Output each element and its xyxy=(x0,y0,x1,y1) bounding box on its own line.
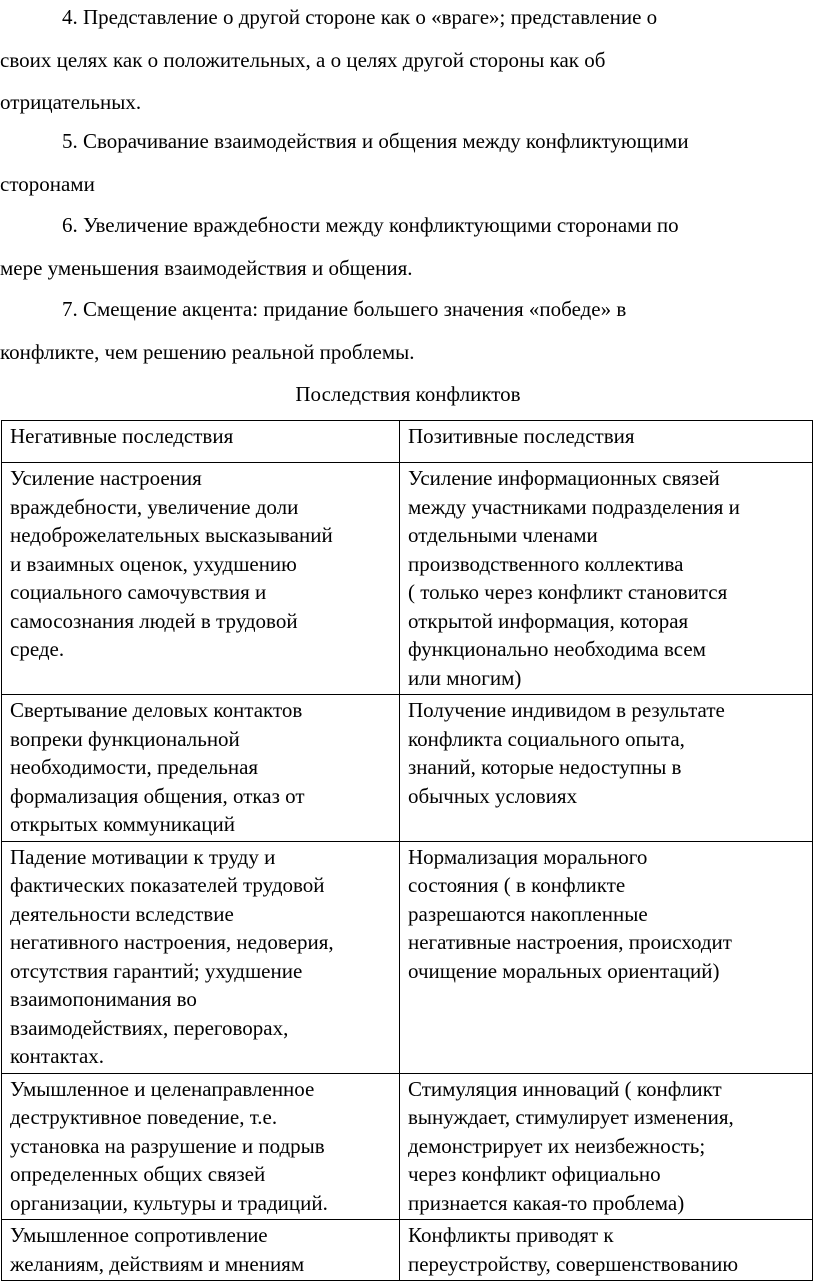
cell-line: Падение мотивации к труду и xyxy=(10,844,276,869)
cell-line: взаимопонимания во xyxy=(10,987,197,1011)
cell-line: признается какая-то проблема) xyxy=(408,1190,685,1215)
table-row xyxy=(2,841,813,1073)
cell-line: деятельности вследствие xyxy=(10,901,234,926)
paragraph-line: отрицательных. xyxy=(0,90,142,114)
table-row xyxy=(2,695,813,842)
cell-line: или многим) xyxy=(408,665,522,690)
cell-line: вопреки функциональной xyxy=(10,726,240,751)
table-row xyxy=(2,1073,813,1220)
paragraph-line: своих целях как о положительных, а о целях другой стороны как об xyxy=(0,47,606,72)
cell-line: функционально необходима всем xyxy=(408,637,706,661)
cell-line: деструктивное поведение, т.е. xyxy=(10,1105,278,1129)
table-cell-negative xyxy=(2,1073,400,1220)
paragraph-line: 4. Представление о другой стороне как о «враге»; представление о xyxy=(62,5,658,29)
cell-line: открытой информация, которая xyxy=(408,608,689,633)
cell-line: негативные настроения, происходит xyxy=(408,930,732,954)
paragraph-line: 7. Смещение акцента: придание большего значения «победе» в xyxy=(62,297,627,321)
cell-line: переустройству, совершенствованию xyxy=(408,1251,739,1276)
cell-line: вынуждает, стимулирует изменения, xyxy=(408,1105,734,1129)
cell-line: и взаимных оценок, ухудшению xyxy=(10,551,297,576)
cell-line: социального самочувствия и xyxy=(10,580,267,604)
cell-line: Усиление настроения xyxy=(10,466,202,490)
cell-line: между участниками подразделения и xyxy=(408,494,740,519)
cell-line: определенных общих связей xyxy=(10,1162,266,1186)
cell-line: Свертывание деловых контактов xyxy=(10,698,303,722)
cell-line: Умышленное и целенаправленное xyxy=(10,1076,315,1101)
cell-line: самосознания людей в трудовой xyxy=(10,608,298,633)
cell-line: демонстрирует их неизбежность; xyxy=(408,1133,706,1158)
table-cell-negative xyxy=(2,695,400,842)
cell-line: через конфликт официально xyxy=(408,1162,661,1186)
cell-line: формализация общения, отказ от xyxy=(10,783,305,808)
cell-line: среде. xyxy=(10,637,65,661)
cell-line: недоброжелательных высказываний xyxy=(10,523,333,547)
cell-line: установка на разрушение и подрыв xyxy=(10,1133,325,1158)
table-cell-positive xyxy=(400,1220,813,1281)
table-header-row xyxy=(2,421,813,463)
table-title: Последствия конфликтов xyxy=(295,382,521,406)
table-cell-positive xyxy=(400,1073,813,1220)
table-cell-negative xyxy=(2,1220,400,1281)
table-cell-positive xyxy=(400,841,813,1073)
cell-line: ( только через конфликт становится xyxy=(408,580,728,604)
cell-line: обычных условиях xyxy=(408,783,578,808)
cell-line: контактах. xyxy=(10,1044,105,1068)
cell-line: Умышленное сопротивление xyxy=(10,1223,268,1247)
cell-line: Усиление информационных связей xyxy=(408,466,720,490)
table-cell-positive xyxy=(400,695,813,842)
table-cell-positive xyxy=(400,463,813,695)
cell-line: организации, культуры и традиций. xyxy=(10,1190,328,1215)
paragraph-line: 5. Сворачивание взаимодействия и общения между конфликтующими xyxy=(62,129,689,153)
consequences-table xyxy=(1,420,813,1281)
cell-line: конфликта социального опыта, xyxy=(408,726,685,751)
table-cell-negative xyxy=(2,463,400,695)
cell-line: открытых коммуникаций xyxy=(10,812,235,836)
cell-line: отдельными членами xyxy=(408,523,598,547)
cell-line: разрешаются накопленные xyxy=(408,901,648,926)
table-row xyxy=(2,463,813,695)
paragraph-6 xyxy=(0,204,816,289)
cell-line: Получение индивидом в результате xyxy=(408,698,725,722)
header-negative: Негативные последствия xyxy=(2,421,400,463)
cell-line: Конфликты приводят к xyxy=(408,1223,614,1247)
cell-line: состояния ( в конфликте xyxy=(408,873,626,897)
paragraph-7 xyxy=(0,288,816,373)
paragraph-line: 6. Увеличение враждебности между конфликтующими сторонами по xyxy=(62,213,679,237)
cell-line: отсутствия гарантий; ухудшение xyxy=(10,958,303,983)
paragraph-line: мере уменьшения взаимодействия и общения. xyxy=(0,255,413,280)
cell-line: Стимуляция инноваций ( конфликт xyxy=(408,1076,722,1101)
cell-line: враждебности, увеличение доли xyxy=(10,494,299,519)
paragraph-4 xyxy=(0,0,816,124)
paragraph-line: сторонами xyxy=(0,171,95,196)
table-cell-negative xyxy=(2,841,400,1073)
cell-line: производственного коллектива xyxy=(408,551,684,576)
paragraph-5 xyxy=(0,120,816,205)
cell-line: взаимодействиях, переговорах, xyxy=(10,1015,289,1040)
cell-line: очищение моральных ориентаций) xyxy=(408,958,720,983)
header-positive: Позитивные последствия xyxy=(400,421,813,463)
cell-line: фактических показателей трудовой xyxy=(10,873,325,897)
paragraph-line: конфликте, чем решению реальной проблемы. xyxy=(0,339,415,364)
cell-line: негативного настроения, недоверия, xyxy=(10,930,334,954)
cell-line: Нормализация морального xyxy=(408,844,648,869)
cell-line: необходимости, предельная xyxy=(10,755,259,779)
cell-line: желаниям, действиям и мнениям xyxy=(10,1251,305,1276)
cell-line: знаний, которые недоступны в xyxy=(408,755,682,779)
table-row xyxy=(2,1220,813,1281)
